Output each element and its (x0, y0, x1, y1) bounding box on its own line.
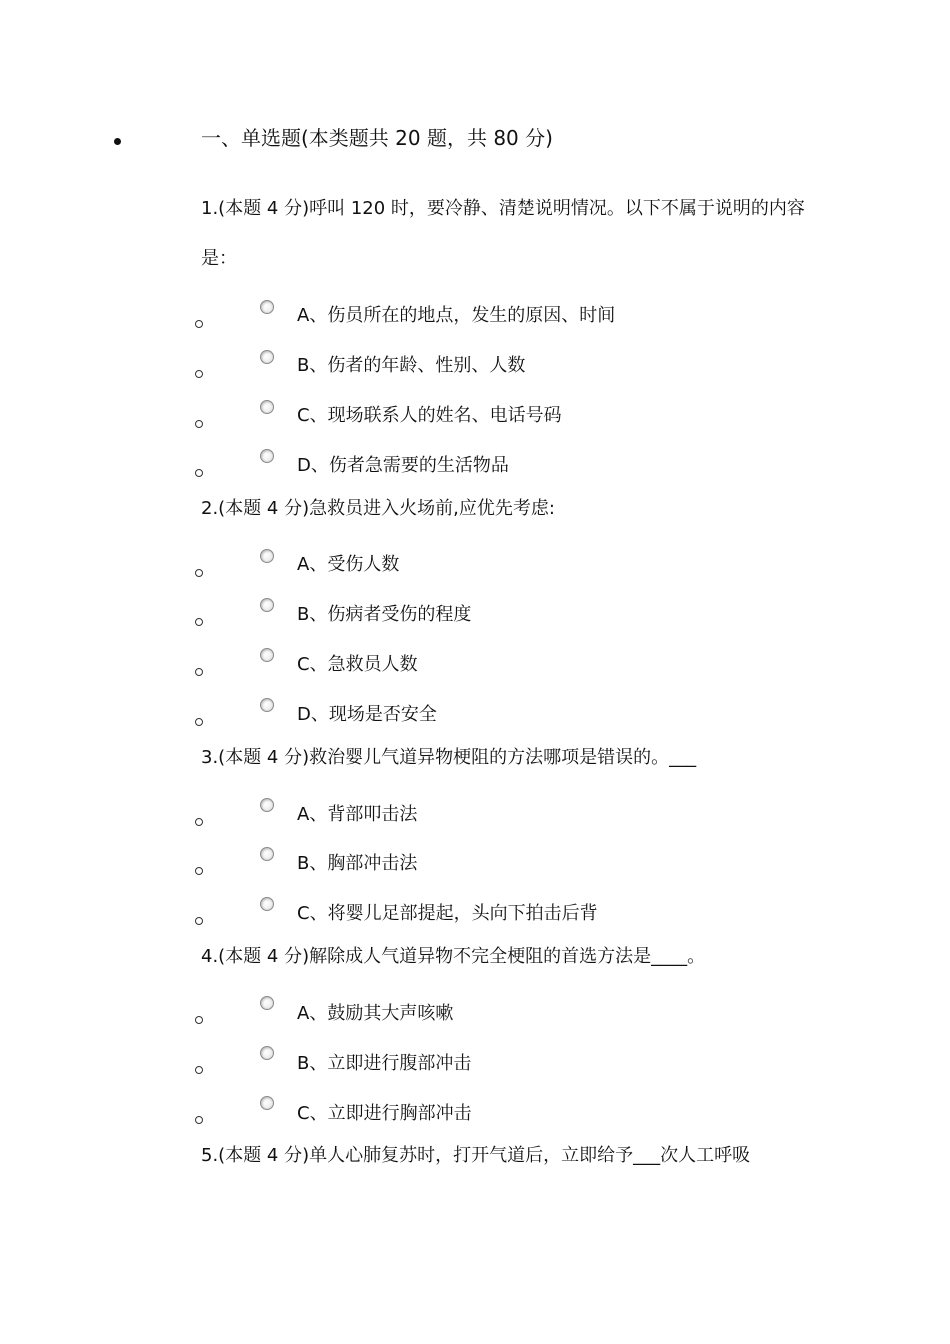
option-label: C、急救员人数 (297, 654, 418, 675)
list-marker-icon (195, 1066, 203, 1074)
option-label: C、立即进行胸部冲击 (297, 1103, 472, 1124)
list-bullet (114, 138, 121, 145)
radio-button[interactable] (260, 300, 274, 314)
list-item[interactable] (0, 1096, 950, 1136)
question-3-text: 3.(本题 4 分)救治婴儿气道异物梗阻的方法哪项是错误的。___ (201, 747, 697, 768)
list-item[interactable] (0, 598, 950, 638)
list-item[interactable] (0, 698, 950, 738)
radio-button[interactable] (260, 449, 274, 463)
radio-button[interactable] (260, 350, 274, 364)
question-2-text: 2.(本题 4 分)急救员进入火场前,应优先考虑: (201, 498, 555, 519)
list-marker-icon (195, 1116, 203, 1124)
option-label: A、受伤人数 (297, 554, 400, 575)
radio-button[interactable] (260, 996, 274, 1010)
option-label: A、背部叩击法 (297, 804, 418, 825)
radio-button[interactable] (260, 648, 274, 662)
radio-button[interactable] (260, 698, 274, 712)
list-item[interactable] (0, 1046, 950, 1086)
list-marker-icon (195, 469, 203, 477)
list-marker-icon (195, 320, 203, 328)
list-marker-icon (195, 569, 203, 577)
option-label: B、胸部冲击法 (297, 853, 418, 874)
list-marker-icon (195, 370, 203, 378)
list-item[interactable] (0, 798, 950, 838)
radio-button[interactable] (260, 847, 274, 861)
list-item[interactable] (0, 549, 950, 589)
option-label: B、伤病者受伤的程度 (297, 604, 472, 625)
list-marker-icon (195, 1016, 203, 1024)
question-4-text: 4.(本题 4 分)解除成人气道异物不完全梗阻的首选方法是____。 (201, 946, 706, 967)
list-item[interactable] (0, 400, 950, 440)
list-item[interactable] (0, 350, 950, 390)
question-1-text: 1.(本题 4 分)呼叫 120 时，要冷静、清楚说明情况。以下不属于说明的内容是： (201, 198, 805, 269)
list-marker-icon (195, 917, 203, 925)
section-title: 一、单选题(本类题共 20 题，共 80 分) (201, 126, 553, 150)
radio-button[interactable] (260, 598, 274, 612)
list-item[interactable] (0, 996, 950, 1036)
list-item[interactable] (0, 449, 950, 489)
list-item[interactable] (0, 648, 950, 688)
option-label: C、现场联系人的姓名、电话号码 (297, 405, 562, 426)
option-label: C、将婴儿足部提起，头向下拍击后背 (297, 903, 598, 924)
option-label: B、伤者的年龄、性别、人数 (297, 355, 526, 376)
radio-button[interactable] (260, 897, 274, 911)
list-marker-icon (195, 618, 203, 626)
list-marker-icon (195, 718, 203, 726)
list-marker-icon (195, 420, 203, 428)
option-label: D、伤者急需要的生活物品 (297, 455, 509, 476)
radio-button[interactable] (260, 549, 274, 563)
list-marker-icon (195, 867, 203, 875)
radio-button[interactable] (260, 1046, 274, 1060)
question-5-text: 5.(本题 4 分)单人心肺复苏时，打开气道后，立即给予___次人工呼吸 (201, 1145, 751, 1166)
list-marker-icon (195, 818, 203, 826)
list-item[interactable] (0, 300, 950, 340)
radio-button[interactable] (260, 1096, 274, 1110)
option-label: A、伤员所在的地点，发生的原因、时间 (297, 305, 616, 326)
radio-button[interactable] (260, 400, 274, 414)
option-label: A、鼓励其大声咳嗽 (297, 1003, 454, 1024)
option-label: B、立即进行腹部冲击 (297, 1053, 472, 1074)
list-item[interactable] (0, 897, 950, 937)
list-marker-icon (195, 668, 203, 676)
list-item[interactable] (0, 847, 950, 887)
option-label: D、现场是否安全 (297, 704, 437, 725)
radio-button[interactable] (260, 798, 274, 812)
